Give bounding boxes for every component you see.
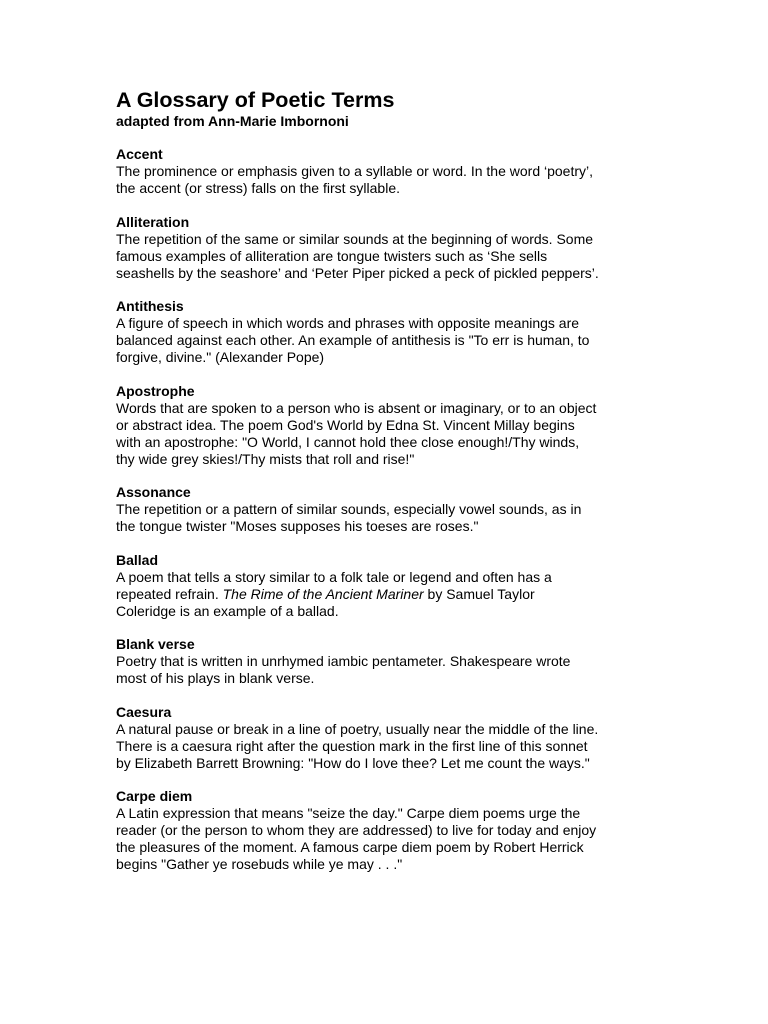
glossary-entry-alliteration: [116, 214, 661, 282]
glossary-term: Blank verse: [116, 636, 195, 652]
glossary-entry-caesura: [116, 704, 661, 772]
glossary-entry-apostrophe: [116, 383, 661, 468]
glossary-entry-ballad: [116, 552, 661, 620]
glossary-term: Accent: [116, 146, 163, 162]
glossary-definition: [116, 231, 661, 282]
glossary-entry-assonance: [116, 484, 661, 535]
definition-text: by Samuel Taylor: [423, 585, 535, 602]
glossary-entry-carpe-diem: [116, 788, 661, 873]
definition-line: or abstract idea. The poem God's World by Edna St. Vincent Millay begins: [116, 416, 575, 433]
glossary-definition: [116, 501, 661, 535]
document-page: [116, 87, 661, 890]
document-subtitle: adapted from Ann-Marie Imbornoni: [116, 113, 349, 129]
definition-line: There is a caesura right after the question mark in the first line of this sonnet: [116, 737, 588, 754]
glossary-definition: [116, 721, 661, 772]
glossary-entry-blank-verse: [116, 636, 661, 687]
glossary-definition: [116, 569, 661, 620]
glossary-definition: [116, 163, 661, 197]
definition-line: Words that are spoken to a person who is absent or imaginary, or to an object: [116, 399, 597, 416]
definition-line: seashells by the seashore’ and ‘Peter Piper picked a peck of pickled peppers’.: [116, 264, 599, 281]
definition-line: the accent (or stress) falls on the first syllable.: [116, 180, 400, 196]
definition-line: with an apostrophe: "O World, I cannot hold thee close enough!/Thy winds,: [116, 433, 580, 450]
glossary-definition: [116, 315, 661, 366]
definition-line: begins "Gather ye rosebuds while ye may . . .": [116, 856, 403, 872]
glossary-entry-accent: [116, 146, 661, 197]
definition-line: balanced against each other. An example of antithesis is "To err is human, to: [116, 332, 590, 348]
definition-line: A natural pause or break in a line of poetry, usually near the middle of the line.: [116, 720, 599, 737]
definition-line: The repetition of the same or similar sounds at the beginning of words. Some: [116, 230, 594, 247]
definition-line: Poetry that is written in unrhymed iambic pentameter. Shakespeare wrote: [116, 653, 571, 669]
glossary-term: Ballad: [116, 551, 159, 568]
glossary-term: Assonance: [116, 484, 191, 500]
glossary-term: Antithesis: [116, 298, 184, 314]
glossary-definition: [116, 653, 661, 687]
glossary-term: Alliteration: [116, 213, 190, 230]
definition-line: The prominence or emphasis given to a syllable or word. In the word ‘poetry’,: [116, 163, 594, 179]
definition-line: by Elizabeth Barrett Browning: "How do I love thee? Let me count the ways.": [116, 754, 590, 771]
work-title: The Rime of the Ancient Mariner: [222, 585, 424, 602]
glossary-term: Carpe diem: [116, 788, 193, 804]
definition-line: famous examples of alliteration are tongue twisters such as ‘She sells: [116, 247, 548, 264]
definition-line: The repetition or a pattern of similar sounds, especially vowel sounds, as in: [116, 501, 582, 517]
definition-line: the tongue twister "Moses supposes his toeses are roses.": [116, 518, 479, 534]
glossary-definition: [116, 805, 661, 873]
definition-line: the pleasures of the moment. A famous carpe diem poem by Robert Herrick: [116, 839, 584, 855]
document-title: A Glossary of Poetic Terms: [116, 88, 395, 112]
definition-line: [116, 586, 661, 603]
glossary-term: Caesura: [116, 703, 172, 720]
definition-line: thy wide grey skies!/Thy mists that roll and rise!": [116, 450, 415, 467]
glossary-term: Apostrophe: [116, 382, 195, 399]
definition-line: reader (or the person to whom they are addressed) to live for today and enjoy: [116, 822, 597, 838]
glossary-definition: [116, 400, 661, 468]
definition-line: A poem that tells a story similar to a folk tale or legend and often has a: [116, 568, 552, 585]
definition-text: repeated refrain.: [116, 585, 223, 602]
definition-line: most of his plays in blank verse.: [116, 670, 315, 686]
definition-line: A figure of speech in which words and phrases with opposite meanings are: [116, 315, 580, 331]
definition-line: Coleridge is an example of a ballad.: [116, 602, 339, 619]
definition-line: A Latin expression that means "seize the day." Carpe diem poems urge the: [116, 805, 581, 821]
definition-line: forgive, divine." (Alexander Pope): [116, 349, 325, 365]
glossary-entry-antithesis: [116, 298, 661, 366]
